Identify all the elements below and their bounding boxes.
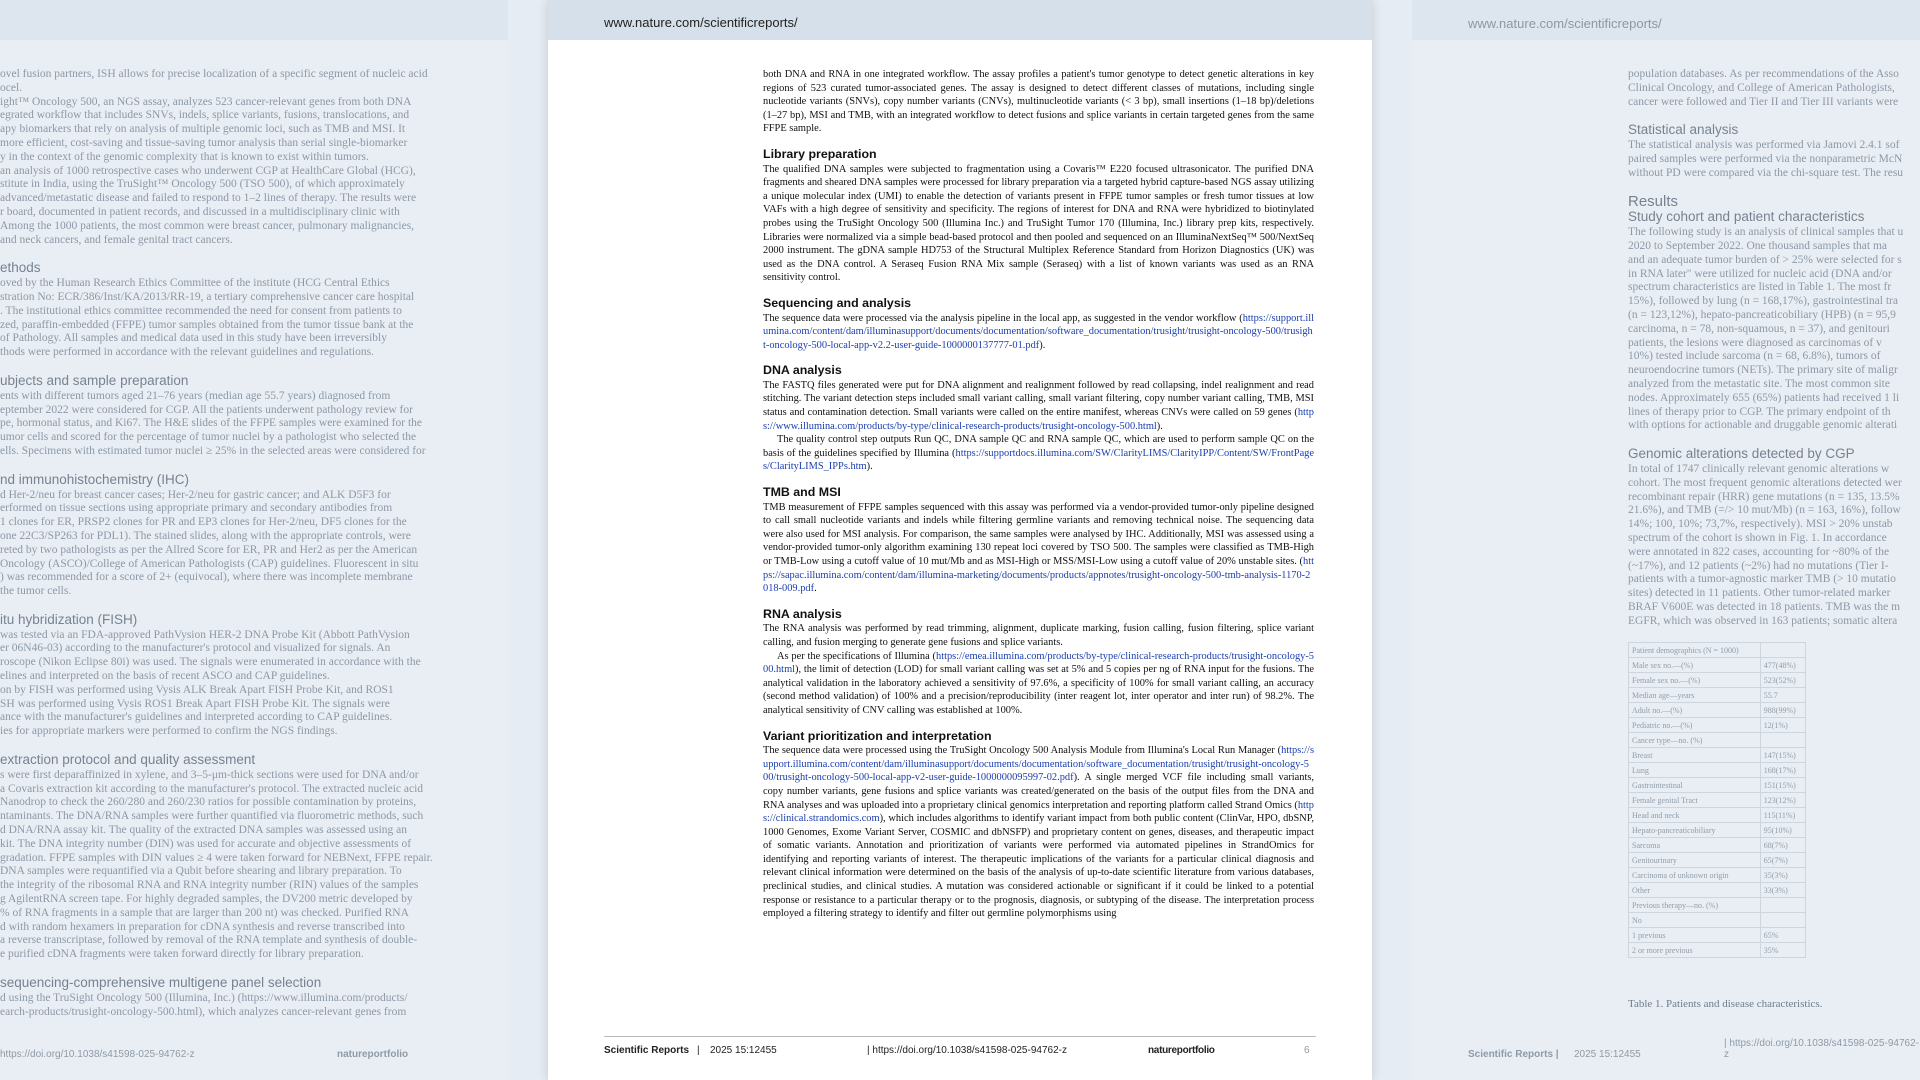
table-row xyxy=(1629,673,1806,688)
table-value-cell xyxy=(1760,913,1805,928)
rna-text-b: ), the limit of detection (LOD) for small variant calling was set at 5% and 5 copies per ng of RNA input for the fusions. The analytical validation in the laboratory achieved a sensitivity of 97.6%, a specificity of 100% for small variant calling, an accuracy (second method validation) of 100% and a precision/reproducibility (inter reagent lot, inter operator and inter run) of 98.2%. The analytical sensitivity of CNV calling was established at 100%. xyxy=(763,664,1314,716)
table-caption: Table 1. Patients and disease characteristics. xyxy=(1628,998,1823,1010)
dna-analysis-text xyxy=(763,379,1314,433)
dna-text-b: ). xyxy=(1156,420,1163,432)
strandomics-link[interactable]: https://clinical.strandomics.com xyxy=(763,799,1314,825)
sequencing-heading: Sequencing and analysis xyxy=(763,295,912,310)
table-value-cell: 115(11%) xyxy=(1760,808,1805,823)
table-value-cell: 12(1%) xyxy=(1760,718,1805,733)
rna-analysis-heading: RNA analysis xyxy=(763,606,842,621)
table-value-cell: 151(15%) xyxy=(1760,778,1805,793)
previous-page-line: ntaminants. The DNA/RNA samples were further quantified via fluorometric methods, such xyxy=(0,810,424,823)
previous-page-line: . The institutional ethics committee recommended the need for consent from patients to xyxy=(0,304,402,317)
next-page-line: carcinoma, n = 78, non-squamous, n = 37), and genitouri xyxy=(1628,322,1890,335)
next-page-heading: Study cohort and patient characteristics xyxy=(1628,209,1865,225)
next-page-line: cancer were followed and Tier II and Tier III variants were xyxy=(1628,95,1899,108)
previous-page-line: oved by the Human Research Ethics Committee of the institute (HCG Central Ethics xyxy=(0,277,390,290)
var-text-b: ). A single merged VCF file including small variants, copy number variants, gene fusions and splice variants was created/generated on the basis of the output files from the DNA and RNA analyses and was uploaded into a proprietary clinical genomics interpretation and reporting platform called Strand Omics ( xyxy=(763,772,1314,811)
vendor-workflow-link[interactable]: https://support.illumina.com/content/dam/illuminasupport/documents/documentation/software_documentation/trusight/trusight-oncology-500/trusight-oncology-500-local-app-v2.2-user-guide-1000000137777-01.pdf xyxy=(763,312,1314,351)
next-page-line: EGFR, which was observed in 163 patients; somatic altera xyxy=(1628,614,1898,627)
next-page-line: spectrum characteristics are listed in Table 1. The most fr xyxy=(1628,281,1892,294)
previous-page[interactable] xyxy=(0,0,508,1080)
page-header xyxy=(548,0,1372,40)
table-value-cell xyxy=(1760,898,1805,913)
table-label-cell: Breast xyxy=(1629,748,1761,763)
table-row xyxy=(1629,838,1806,853)
next-page-line: lines of therapy prior to CGP. The primary endpoint of th xyxy=(1628,405,1891,418)
footer-journal: Scientific Reports xyxy=(604,1045,690,1056)
previous-page-line: advanced/metastatic disease and failed to respond to 1–2 lines of therapy. The results were xyxy=(0,192,417,205)
sequencing-text xyxy=(763,312,1314,353)
previous-page-line: kit. The DNA integrity number (DIN) was used for accurate and objective assessments of xyxy=(0,837,412,850)
intro-paragraph: both DNA and RNA in one integrated workflow. The assay profiles a patient's tumor genotype to detect genetic alterations in key regions of 523 curated tumor-associated genes. The assay is designed to detect different classes of mutations, including single nucleotide variants (SNVs), copy number variants (CNVs), multinucleotide variants (< 3 bp), small insertions (1–18 bp)/deletions (1–27 bp), MSI and TMB, with an integrated workflow to detect fusions and splice variants in certain targeted genes from the same FFPE sample. xyxy=(763,69,1314,135)
table-value-cell: 68(7%) xyxy=(1760,838,1805,853)
table-label-cell: Pediatric no.—(%) xyxy=(1629,718,1761,733)
sequencing-text-b: ). xyxy=(1039,339,1046,351)
previous-page-line: r board, documented in patient records, and discussed in a multidisciplinary clinic with xyxy=(0,205,400,218)
previous-page-brand: natureportfolio xyxy=(337,1049,409,1060)
previous-page-line: 1 clones for ER, PRSP2 clones for PR and EP3 clones for Her-2/neu, DF5 clones for the xyxy=(0,516,407,529)
next-page-line: 15%), followed by lung (n = 168,17%), gastrointestinal tra xyxy=(1628,295,1898,308)
previous-page-line: g AgilentRNA screen tape. For highly degraded samples, the DV200 metric developed by xyxy=(0,893,413,906)
variant-prioritization-text xyxy=(763,744,1314,921)
previous-page-line: ies for appropriate markers were performed to confirm the NGS findings. xyxy=(0,725,338,738)
previous-page-heading: ethods xyxy=(0,260,41,276)
next-page-line: with options for actionable and druggable genomic alterati xyxy=(1628,419,1898,432)
next-page-line: spectrum of the cohort is shown in Fig. 1. In accordance xyxy=(1628,531,1887,544)
table-row xyxy=(1629,853,1806,868)
next-page-journal: Scientific Reports | xyxy=(1468,1049,1559,1060)
table-row xyxy=(1629,718,1806,733)
next-page-line: were annotated in 822 cases, accounting for ~80% of the xyxy=(1628,545,1890,558)
table-label-cell: Hepato-pancreaticobiliary xyxy=(1629,823,1761,838)
table-value-cell: 988(99%) xyxy=(1760,703,1805,718)
table-label-cell: Head and neck xyxy=(1629,808,1761,823)
table-label-cell: Genitourinary xyxy=(1629,853,1761,868)
rna-text-a: As per the specifications of Illumina ( xyxy=(777,650,936,662)
table-label-cell: Cancer type—no. (%) xyxy=(1629,733,1761,748)
previous-page-line: DNA samples were requantified via a Qubit before shearing and library preparation. To xyxy=(0,865,402,878)
next-page-line: paired samples were performed via the nonparametric McN xyxy=(1628,152,1903,165)
table-value-cell: 523(52%) xyxy=(1760,673,1805,688)
table-label-cell: 2 or more previous xyxy=(1629,943,1761,958)
sequencing-text-a: The sequence data were processed via the analysis pipeline in the local app, as suggested in the vendor workflow ( xyxy=(763,312,1243,324)
previous-page-doi: https://doi.org/10.1038/s41598-025-94762-z xyxy=(0,1049,195,1060)
table-value-cell: 33(3%) xyxy=(1760,883,1805,898)
article-content xyxy=(763,68,1314,921)
previous-page-line: s were first deparaffinized in xylene, and 3–5-μm-thick sections were used for DNA and/or xyxy=(0,768,419,781)
tmb-text-b: . xyxy=(814,583,817,595)
previous-page-line: umor cells and scored for the percentage of tumor nuclei by a pathologist who selected the xyxy=(0,431,417,444)
footer-doi: | https://doi.org/10.1038/s41598-025-94762-z xyxy=(867,1045,1067,1056)
previous-page-line: one 22C3/SP263 for PDL1). The stained slides, along with the appropriate controls, were xyxy=(0,529,411,542)
table-label-cell: Sarcoma xyxy=(1629,838,1761,853)
previous-page-header xyxy=(0,0,508,40)
next-page-line: 14%; 100, 10%; 73,7%, respectively). MSI > 20% unstab xyxy=(1628,518,1893,531)
previous-page-line: stitute in India, using the TruSight™ Oncology 500 (TSO 500), of which approximately xyxy=(0,178,405,191)
next-page-url: www.nature.com/scientificreports/ xyxy=(1468,16,1662,31)
previous-page-line: % of RNA fragments in a sample that are larger than 200 nt) was checked. Purified RNA xyxy=(0,906,409,919)
next-page-body xyxy=(1628,68,1920,628)
library-preparation-text: The qualified DNA samples were subjected to fragmentation using a Covaris™ E220 focused ultrasonicator. The purified DNA fragments and sheared DNA samples were processed for library preparation via a targeted hybrid capture-based NGS assay utilizing a unique molecular index (UMI) to enable the detection of variants present in FFPE tumor samples or fresh tumor tissues at low VAFs with a high degree of sensitivity and specificity. The regions of interest for DNA and RNA were hybridized to biotinylated probes using the TruSight Oncology 500 (Illumina Inc.) and TruSight Tumor 170 (Illumina, Inc.) library prep kits, respectively. Libraries were normalized via a simple bead-based protocol and then pooled and sequenced on an IlluminaNextSeq™ 500/NextSeq 2000 instrument. The gDNA sample HD753 of the Structural Multiplex Reference Standard from Horizon Diagnostics (UK) was used as the DNA control. A Seraseq Fusion RNA Mix sample (Seraseq) with a list of known variants was used as an RNA sensitivity control. xyxy=(763,163,1314,284)
previous-page-line: ells. Specimens with estimated tumor nuclei ≥ 25% in the selected areas were considered for xyxy=(0,444,426,457)
previous-page-line: e purified cDNA fragments were taken forward directly for library preparation. xyxy=(0,948,364,961)
next-page-line: nodes. Approximately 655 (65%) patients had received 1 li xyxy=(1628,391,1900,404)
previous-page-line: ) was recommended for a score of 2+ (equivocal), where there was incomplete membrane xyxy=(0,571,413,584)
previous-page-line: Among the 1000 patients, the most common were breast cancer, pulmonary malignancies, xyxy=(0,219,415,232)
table-row xyxy=(1629,868,1806,883)
previous-page-line: ovel fusion partners, ISH allows for precise localization of a specific segment of nucleic acid xyxy=(0,68,428,80)
patient-demographics-table xyxy=(1628,642,1806,958)
table-label-cell: Male sex no.—(%) xyxy=(1629,658,1761,673)
previous-page-line: thods were performed in accordance with the relevant guidelines and regulations. xyxy=(0,346,374,359)
table-value-cell: 55.7 xyxy=(1760,688,1805,703)
previous-page-line: egrated workflow that includes SNVs, indels, splice variants, fusions, translocations, and xyxy=(0,109,410,122)
table-label-cell: Female genital Tract xyxy=(1629,793,1761,808)
table-value-cell: 168(17%) xyxy=(1760,763,1805,778)
table-value-cell: 95(10%) xyxy=(1760,823,1805,838)
next-page-line: sites) detected in 11 patients. Other tumor-related marker xyxy=(1628,587,1891,600)
table-row xyxy=(1629,913,1806,928)
clarity-lims-link[interactable]: https://supportdocs.illumina.com/SW/ClarityLIMS/ClarityIPP/Content/SW/FrontPages/ClarityLIMS_IPPs.htm xyxy=(763,447,1314,473)
previous-page-line: earch-products/trusight-oncology-500.html), which analyzes cancer-relevant genes from xyxy=(0,1005,407,1018)
previous-page-line: stration No: ECR/386/Inst/KA/2013/RR-19, a tertiary comprehensive cancer care hospital xyxy=(0,290,415,303)
next-page-line: patients with a tumor-agnostic marker TMB (> 10 mutatio xyxy=(1628,573,1896,586)
next-page-line: 10%) tested include sarcoma (n = 68, 6.8%), tumors of xyxy=(1628,350,1881,363)
previous-page-line: elines and interpreted on the basis of recent ASCO and CAP guidelines. xyxy=(0,670,330,683)
table-label-cell: Carcinoma of unknown origin xyxy=(1629,868,1761,883)
previous-page-line: on by FISH was performed using Vysis ALK Break Apart FISH Probe Kit, and ROS1 xyxy=(0,683,394,696)
previous-page-line: a Covaris extraction kit according to the manufacturer's protocol. The extracted nucleic acid xyxy=(0,782,424,795)
next-page-line: and an adequate tumor burden of > 25% were selected for s xyxy=(1628,253,1902,266)
previous-page-line: and neck cancers, and female genital tract cancers. xyxy=(0,233,233,246)
table-row xyxy=(1629,928,1806,943)
previous-page-line: pe, hormonal status, and Ki67. The H&E slides of the FFPE samples were examined for the xyxy=(0,417,423,430)
journal-url: www.nature.com/scientificreports/ xyxy=(604,15,798,30)
table-value-cell xyxy=(1760,733,1805,748)
previous-page-line: ight™ Oncology 500, an NGS assay, analyzes 523 cancer-relevant genes from both DNA xyxy=(0,95,412,108)
table-value-cell: 35% xyxy=(1760,943,1805,958)
previous-page-line: d with random hexamers in preparation for cDNA synthesis and reverse transcribed into xyxy=(0,920,405,933)
previous-page-heading: extraction protocol and quality assessment xyxy=(0,752,256,768)
previous-page-line: more efficient, cost-saving and tissue-saving tumor analysis than serial single-biomarker xyxy=(0,136,408,149)
table-label-cell: Median age—years xyxy=(1629,688,1761,703)
next-page-heading: Genomic alterations detected by CGP xyxy=(1628,446,1855,462)
next-page-line: neuroendocrine tumors (NETs). The primary site of maligr xyxy=(1628,364,1898,377)
next-page-line: The statistical analysis was performed via Jamovi 2.4.1 sof xyxy=(1628,139,1900,152)
previous-page-body xyxy=(0,68,452,1019)
previous-page-line: ents with different tumors aged 21–76 years (median age 55.7 years) diagnosed from xyxy=(0,389,391,402)
previous-page-line: erformed on tissue sections using appropriate primary and secondary antibodies from xyxy=(0,502,393,515)
previous-page-line: a reverse transcriptase, followed by removal of the RNA template and synthesis of double- xyxy=(0,934,418,947)
table-row xyxy=(1629,793,1806,808)
dna-qc-text xyxy=(763,433,1314,474)
table-value-cell xyxy=(1760,643,1805,658)
table-label-cell: Gastrointestinal xyxy=(1629,778,1761,793)
var-text-c: ), which includes algorithms to identify variant impact from both public content (ClinVar, HPO, dbSNP, 1000 Genomes, Exome Variant Server, COSMIC and dbNSFP) and proprietary content on genes, diseases, and therapeutic impact of somatic variants. Annotation and prioritization of variants were performed via automated pipelines in StrandOmics for identifying and reporting variants of interest. The therapeutic implications of the variants for a particular clinical diagnosis and relevant clinical information were determined on the basis of the analysis of up-to-date scientific literature from various databases, preclinical studies, and clinical studies. A mutation was considered actionable or significant if it could be linked to a potential response or resistance to a particular therapy or to the prognosis, diagnosis, or subtyping of the disease. The interpretation process employed a filtering strategy to identify and filter out germline polymorphisms using xyxy=(763,813,1314,920)
previous-page-line: of Pathology. All samples and medical data used in this study have been irreversibly xyxy=(0,332,387,345)
previous-page-line: zed, paraffin-embedded (FFPE) tumor samples obtained from the tumor tissue bank at the xyxy=(0,318,414,331)
tmb-msi-text xyxy=(763,501,1314,596)
next-page-line: patients, the lesions were diagnosed as carcinomas of v xyxy=(1628,336,1882,349)
footer-separator: | xyxy=(697,1045,700,1056)
page-number: 6 xyxy=(1304,1045,1310,1056)
tmb-text-a: TMB measurement of FFPE samples sequenced with this assay was performed via a vendor-provided tumor-only pipeline designed to call small nucleotide variants and indels while filtering germline variants and removing technical noise. The sequencing data were also used for MSI analysis. For comparison, the same samples were analysed by IHC. Additionally, MSI was assessed using a vendor-provided tumor-only algorithm examining 130 repeat loci covered by TSO 500. The samples were classified as TMB-High or TMB-Low using a cutoff value of 10 mut/Mb and as MSI-High or MSS/MSI-Low using a cutoff value of 20% unstable sites. ( xyxy=(763,501,1314,567)
next-page-year: 2025 15:12455 xyxy=(1574,1049,1641,1060)
dna-text-a: The FASTQ files generated were put for DNA alignment and realignment followed by read collapsing, indel realignment and read stitching. The variant detection steps included small variant calling, small variant filtering, copy number variant calling, TMB, MSI status and contamination detection. Small variants were called on the entire manifest, whereas CNVs were called on 59 genes ( xyxy=(763,379,1314,419)
table-row xyxy=(1629,898,1806,913)
illumina-emea-link[interactable]: https://emea.illumina.com/products/by-type/clinical-research-products/trusight-oncology-500.html xyxy=(763,650,1314,676)
previous-page-line: gradation. FFPE samples with DIN values ≥ 4 were taken forward for NEBNext, FFPE repair. xyxy=(0,851,433,864)
previous-page-line: Oncology (ASCO)/College of American Pathologists (CAP) guidelines. Fluorescent in situ xyxy=(0,557,419,570)
next-page-line: BRAF V600E was detected in 18 patients. TMB was the m xyxy=(1628,600,1901,613)
previous-page-line: SH was performed using Vysis ROS1 Break Apart FISH Probe Kit. The signals were xyxy=(0,697,390,710)
rna-analysis-text: The RNA analysis was performed by read trimming, alignment, duplicate marking, fusion calling, fusion filtering, splice variant calling, and fusion merging to generate gene fusions and splice variants. xyxy=(763,623,1314,648)
library-preparation-heading: Library preparation xyxy=(763,146,877,161)
dna-text-d: ). xyxy=(866,461,873,473)
table-row xyxy=(1629,643,1806,658)
table-label-cell: Adult no.—(%) xyxy=(1629,703,1761,718)
previous-page-line: was tested via an FDA-approved PathVysion HER-2 DNA Probe Kit (Abbott PathVysion xyxy=(0,628,410,641)
dna-analysis-heading: DNA analysis xyxy=(763,363,842,378)
table-value-cell: 65% xyxy=(1760,928,1805,943)
table-label-cell: 1 previous xyxy=(1629,928,1761,943)
next-page-line: analyzed from the metastatic site. The most common site xyxy=(1628,377,1890,390)
table-value-cell: 35(3%) xyxy=(1760,868,1805,883)
previous-page-line: the integrity of the ribosomal RNA and RNA integrity number (RIN) values of the samples xyxy=(0,879,419,892)
next-page-line: (~17%), and 12 patients (~2%) had no mutations (Tier I- xyxy=(1628,559,1889,572)
table-label-cell: Other xyxy=(1629,883,1761,898)
previous-page-line: the tumor cells. xyxy=(0,585,72,598)
footer-brand: natureportfolio xyxy=(1148,1045,1215,1056)
table-row xyxy=(1629,808,1806,823)
table-label-cell: Lung xyxy=(1629,763,1761,778)
table-row xyxy=(1629,733,1806,748)
next-page-heading: Statistical analysis xyxy=(1628,122,1739,138)
next-page-line: The following study is an analysis of clinical samples that u xyxy=(1628,226,1904,239)
table-label-cell: Previous therapy—no. (%) xyxy=(1629,898,1761,913)
previous-page-line: ance with the manufacturer's guidelines and interpreted according to CAP guidelines. xyxy=(0,711,393,724)
next-page-line: in RNA later" were utilized for nucleic acid (DNA and/or xyxy=(1628,267,1892,280)
previous-page-heading: nd immunohistochemistry (IHC) xyxy=(0,471,190,487)
table-row xyxy=(1629,658,1806,673)
previous-page-line: roscope (Nikon Eclipse 80i) was used. The signals were enumerated in accordance with the xyxy=(0,656,421,669)
rna-validation-text xyxy=(763,650,1314,718)
previous-page-heading: sequencing-comprehensive multigene panel selection xyxy=(0,975,322,991)
previous-page-line: d Her-2/neu for breast cancer cases; Her-2/neu for gastric cancer; and ALK D5F3 for xyxy=(0,488,391,501)
page-footer xyxy=(604,1036,1316,1059)
previous-page-line: eptember 2022 were considered for CGP. All the patients underwent pathology review for xyxy=(0,403,413,416)
next-page-line: 2020 to September 2022. One thousand samples that ma xyxy=(1628,239,1888,252)
current-page[interactable] xyxy=(548,0,1372,1080)
table-label-cell: Patient demographics (N = 1000) xyxy=(1629,643,1761,658)
previous-page-line: an analysis of 1000 retrospective cases who underwent CGP at HealthCare Global (HCG), xyxy=(0,164,416,177)
next-page-line: population databases. As per recommendations of the Asso xyxy=(1628,68,1899,80)
previous-page-line: er 06N46-03) according to the manufacturer's protocol and visualized for signals. An xyxy=(0,642,391,655)
footer-year: 2025 15:12455 xyxy=(710,1045,777,1056)
previous-page-line: y in the context of the genomic complexity that is known to exist within tumors. xyxy=(0,150,369,163)
table-row xyxy=(1629,823,1806,838)
previous-page-line: reted by two pathologists as per the Allred Score for ER, PR and Her2 as per the American xyxy=(0,543,418,556)
table-row xyxy=(1629,703,1806,718)
table-row xyxy=(1629,943,1806,958)
previous-page-line: ocel. xyxy=(0,81,23,94)
table-row xyxy=(1629,778,1806,793)
table-row xyxy=(1629,688,1806,703)
tmb-msi-heading: TMB and MSI xyxy=(763,485,841,500)
dna-text-c: The quality control step outputs Run QC, DNA sample QC and RNA sample QC, which are used to perform sample QC on the basis of the guidelines specified by Illumina ( xyxy=(763,434,1314,459)
variant-prioritization-heading: Variant prioritization and interpretation xyxy=(763,728,992,743)
next-page-line: 21.6%), and TMB (=/> 10 mut/Mb) (n = 163, 16%), follow xyxy=(1628,504,1901,517)
table-value-cell: 65(7%) xyxy=(1760,853,1805,868)
table-row xyxy=(1629,748,1806,763)
previous-page-line: apy biomarkers that rely on analysis of multiple genomic loci, such as TMB and MSI. It xyxy=(0,123,406,136)
next-page-line: recombinant repair (HRR) gene mutations (n = 135, 13.5% xyxy=(1628,490,1900,503)
table-label-cell: No xyxy=(1629,913,1761,928)
table-value-cell: 123(12%) xyxy=(1760,793,1805,808)
table-row xyxy=(1629,883,1806,898)
table-value-cell: 147(15%) xyxy=(1760,748,1805,763)
table-label-cell: Female sex no.—(%) xyxy=(1629,673,1761,688)
next-page-line: Clinical Oncology, and College of American Pathologists, xyxy=(1628,81,1895,94)
table-value-cell: 477(48%) xyxy=(1760,658,1805,673)
next-page-header xyxy=(1412,0,1920,40)
next-page-line: without PD were compared via the chi-square test. The resu xyxy=(1628,166,1904,179)
illumina-product-link[interactable]: https://www.illumina.com/products/by-type/clinical-research-products/trusight-oncology-500.html xyxy=(763,407,1314,432)
next-page-heading: Results xyxy=(1628,192,1679,210)
next-page-line: cohort. The most frequent genomic alterations detected wer xyxy=(1628,476,1902,489)
previous-page-heading: ubjects and sample preparation xyxy=(0,372,189,388)
tmb-appnote-link[interactable]: https://sapac.illumina.com/content/dam/illumina-marketing/documents/products/appnotes/trusight-oncology-500-tmb-analysis-1170-2018-009.pdf xyxy=(763,556,1314,595)
next-page-doi: | https://doi.org/10.1038/s41598-025-94762-z xyxy=(1724,1038,1919,1060)
next-page-line: In total of 1747 clinically relevant genomic alterations w xyxy=(1628,462,1890,475)
table-row xyxy=(1629,763,1806,778)
local-run-manager-link[interactable]: https://support.illumina.com/content/dam/illuminasupport/documents/documentation/software_documentation/trusight/trusight-oncology-500/trusight-oncology-500-local-app-v2-user-guide-1000000095997-02.pdf xyxy=(763,745,1314,784)
var-text-a: The sequence data were processed using the TruSight Oncology 500 Analysis Module from Illumina's Local Run Manager ( xyxy=(763,745,1282,757)
previous-page-line: d using the TruSight Oncology 500 (Illumina, Inc.) (https://www.illumina.com/products/ xyxy=(0,991,408,1004)
next-page-line: (n = 123,12%), hepato-pancreaticobiliary (HPB) (n = 95,9 xyxy=(1628,308,1896,321)
previous-page-heading: itu hybridization (FISH) xyxy=(0,611,138,627)
previous-page-line: Nanodrop to check the 260/280 and 260/230 ratios for possible contamination by proteins, xyxy=(0,796,417,809)
previous-page-line: d DNA/RNA assay kit. The quality of the extracted DNA samples was assessed using an xyxy=(0,824,408,837)
